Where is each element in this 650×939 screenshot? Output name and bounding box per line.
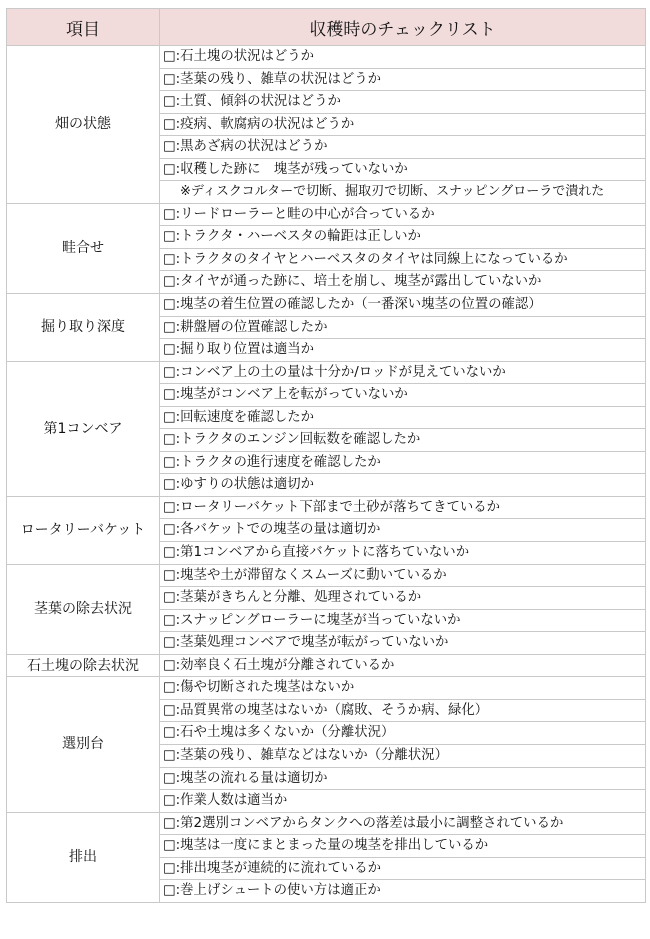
checklist-item: □:タイヤが通った跡に、培土を崩し、塊茎が露出していないか — [160, 271, 646, 294]
checklist-item: □:土質、傾斜の状況はどうか — [160, 91, 646, 114]
checklist-item: □:ゆすりの状態は適切か — [160, 474, 646, 497]
category-cell: 茎葉の除去状況 — [7, 564, 160, 654]
checklist-note: ※ディスクコルターで切断、掘取刃で切断、スナッピングローラで潰れた — [160, 181, 646, 204]
checklist-body — [7, 46, 646, 903]
table-row — [7, 654, 646, 677]
category-cell: 排出 — [7, 812, 160, 902]
checklist-item: □:巻上げシュートの使い方は適正か — [160, 880, 646, 903]
checklist-item: □:第1コンベアから直接バケットに落ちていないか — [160, 542, 646, 565]
checklist-item: □:リードローラーと畦の中心が合っているか — [160, 203, 646, 226]
table-row — [7, 46, 646, 69]
checklist-item: □:茎葉がきちんと分離、処理されているか — [160, 587, 646, 610]
category-cell: 掘り取り深度 — [7, 294, 160, 362]
table-row — [7, 294, 646, 317]
table-row — [7, 812, 646, 835]
checklist-item: □:塊茎や土が滞留なくスムーズに動いているか — [160, 564, 646, 587]
checklist-item: □:品質異常の塊茎はないか（腐敗、そうか病、緑化） — [160, 699, 646, 722]
checklist-item: □:回転速度を確認したか — [160, 406, 646, 429]
checklist-item: □:効率良く石土塊が分離されているか — [160, 654, 646, 677]
table-row — [7, 564, 646, 587]
checklist-item: □:収穫した跡に 塊茎が残っていないか — [160, 158, 646, 181]
checklist-item: □:茎葉の残り、雑草の状況はどうか — [160, 68, 646, 91]
category-cell: 畦合せ — [7, 203, 160, 293]
checklist-item: □:塊茎の着生位置の確認したか（一番深い塊茎の位置の確認） — [160, 294, 646, 317]
checklist-item: □:トラクタのタイヤとハーベスタのタイヤは同線上になっているか — [160, 248, 646, 271]
checklist-item: □:トラクタのエンジン回転数を確認したか — [160, 429, 646, 452]
checklist-item: □:掘り取り位置は適当か — [160, 339, 646, 362]
category-cell: 第1コンベア — [7, 361, 160, 496]
table-row — [7, 203, 646, 226]
checklist-item: □:スナッピングローラーに塊茎が当っていないか — [160, 609, 646, 632]
header-row — [7, 9, 646, 46]
checklist-item: □:傷や切断された塊茎はないか — [160, 677, 646, 700]
checklist-item: □:塊茎の流れる量は適切か — [160, 767, 646, 790]
header-item: 項目 — [7, 9, 160, 46]
checklist-item: □:排出塊茎が連続的に流れているか — [160, 857, 646, 880]
header-checklist: 収穫時のチェックリスト — [160, 9, 646, 46]
checklist-item: □:塊茎がコンベア上を転がっていないか — [160, 384, 646, 407]
checklist-item: □:疫病、軟腐病の状況はどうか — [160, 113, 646, 136]
checklist-item: □:第2選別コンベアからタンクへの落差は最小に調整されているか — [160, 812, 646, 835]
table-row — [7, 677, 646, 700]
checklist-item: □:黒あざ病の状況はどうか — [160, 136, 646, 159]
checklist-item: □:茎葉処理コンベアで塊茎が転がっていないか — [160, 632, 646, 655]
checklist-item: □:塊茎は一度にまとまった量の塊茎を排出しているか — [160, 835, 646, 858]
table-row — [7, 361, 646, 384]
checklist-item: □:トラクタ・ハーベスタの輪距は正しいか — [160, 226, 646, 249]
checklist-item: □:石土塊の状況はどうか — [160, 46, 646, 69]
harvest-checklist-table — [6, 8, 646, 903]
checklist-item: □:耕盤層の位置確認したか — [160, 316, 646, 339]
category-cell: 石土塊の除去状況 — [7, 654, 160, 677]
checklist-item: □:コンベア上の土の量は十分か/ロッドが見えていないか — [160, 361, 646, 384]
checklist-item: □:石や土塊は多くないか（分離状況） — [160, 722, 646, 745]
checklist-item: □:茎葉の残り、雑草などはないか（分離状況） — [160, 744, 646, 767]
category-cell: 選別台 — [7, 677, 160, 812]
table-row — [7, 496, 646, 519]
checklist-item: □:各バケットでの塊茎の量は適切か — [160, 519, 646, 542]
checklist-item: □:作業人数は適当か — [160, 790, 646, 813]
category-cell: ロータリーバケット — [7, 496, 160, 564]
checklist-item: □:ロータリーバケット下部まで土砂が落ちてきているか — [160, 496, 646, 519]
checklist-item: □:トラクタの進行速度を確認したか — [160, 451, 646, 474]
harvest-checklist-sheet — [6, 8, 645, 903]
category-cell: 畑の状態 — [7, 46, 160, 204]
